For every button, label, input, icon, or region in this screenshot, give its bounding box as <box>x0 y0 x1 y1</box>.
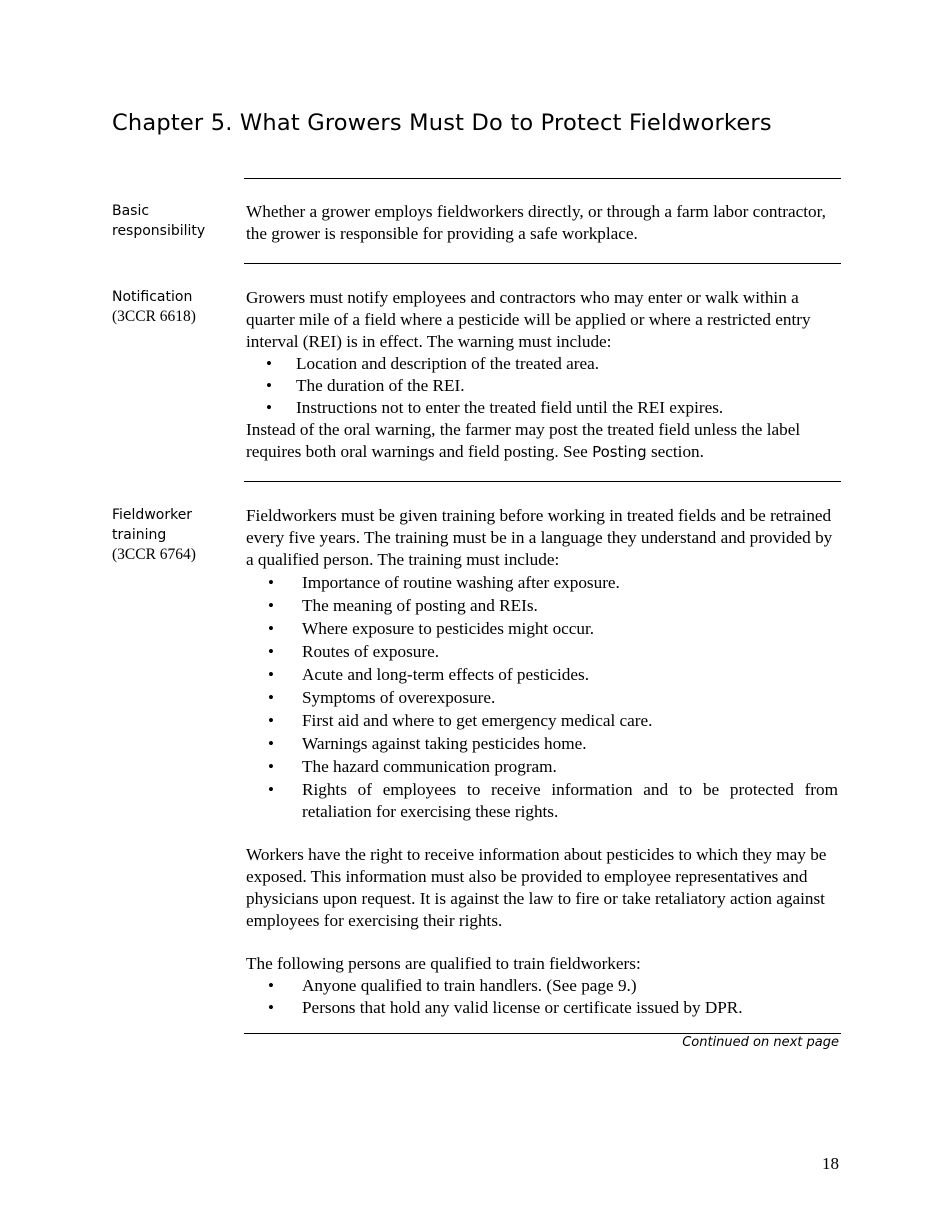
list-item: • Location and description of the treated area. <box>246 353 838 375</box>
training-bullet-list <box>246 572 838 823</box>
qualified-trainers-intro: The following persons are qualified to train fieldworkers: <box>246 954 641 973</box>
divider <box>244 1033 841 1034</box>
worker-rights-paragraph: Workers have the right to receive information about pesticides to which they may be exposed. This information must also be provided to employee representatives and physicians upon request. It is against the law to fire or take retaliatory action against employees for exercising their rights. <box>246 845 827 930</box>
notification-label-block <box>112 287 237 327</box>
list-item: • The duration of the REI. <box>246 375 838 397</box>
basic-responsibility-text: Whether a grower employs fieldworkers directly, or through a farm labor contractor, the grower is responsible for providing a safe workplace. <box>246 202 826 243</box>
page-title: Chapter 5. What Growers Must Do to Protect Fieldworkers <box>112 110 772 136</box>
list-item: • The meaning of posting and REIs. <box>246 595 838 617</box>
list-item: • Warnings against taking pesticides home. <box>246 733 838 755</box>
list-item: • Symptoms of overexposure. <box>246 687 838 709</box>
divider <box>244 481 841 482</box>
posting-reference-link[interactable]: Posting <box>592 443 647 461</box>
notification-reference: (3CCR 6618) <box>112 308 196 325</box>
list-item: • Acute and long-term effects of pesticides. <box>246 664 838 686</box>
list-item: • First aid and where to get emergency medical care. <box>246 710 838 732</box>
training-label-block <box>112 505 237 565</box>
notification-intro: Growers must notify employees and contractors who may enter or walk within a quarter mile of a field where a pesticide will be applied or where a restricted entry interval (REI) is in effect. The warning must include: <box>246 288 811 351</box>
list-item: • Persons that hold any valid license or certificate issued by DPR. <box>246 997 838 1019</box>
training-label: Fieldworker training <box>112 507 193 543</box>
list-item: • Anyone qualified to train handlers. (See page 9.) <box>246 975 838 997</box>
continued-notice: Continued on next page <box>682 1035 839 1050</box>
divider <box>244 263 841 264</box>
list-item: • Routes of exposure. <box>246 641 838 663</box>
basic-responsibility-label: Basic responsibility <box>112 203 206 239</box>
notification-outro-text: Instead of the oral warning, the farmer may post the treated field unless the label requires both oral warnings and field posting. See <box>246 420 801 461</box>
list-item: • Where exposure to pesticides might occur. <box>246 618 838 640</box>
list-item: • Instructions not to enter the treated field until the REI expires. <box>246 397 838 419</box>
notification-label: Notification <box>112 289 193 305</box>
qualified-trainers-list <box>246 975 838 1019</box>
notification-outro-end: section. <box>646 442 704 461</box>
notification-bullet-list <box>246 353 838 419</box>
basic-responsibility-body <box>246 201 838 245</box>
basic-responsibility-label-block <box>112 201 237 241</box>
training-intro: Fieldworkers must be given training before working in treated fields and be retrained every five years. The training must be in a language they understand and provided by a qualified person. The training must include: <box>246 506 833 569</box>
list-item: • The hazard communication program. <box>246 756 838 778</box>
list-item: • Importance of routine washing after exposure. <box>246 572 838 594</box>
notification-body <box>246 287 838 463</box>
list-item: • Rights of employees to receive information and to be protected from retaliation for exercising these rights. <box>246 779 838 823</box>
training-reference: (3CCR 6764) <box>112 546 196 563</box>
page-number: 18 <box>822 1154 839 1173</box>
notification-outro <box>246 419 838 463</box>
training-body <box>246 505 838 1019</box>
divider <box>244 178 841 179</box>
